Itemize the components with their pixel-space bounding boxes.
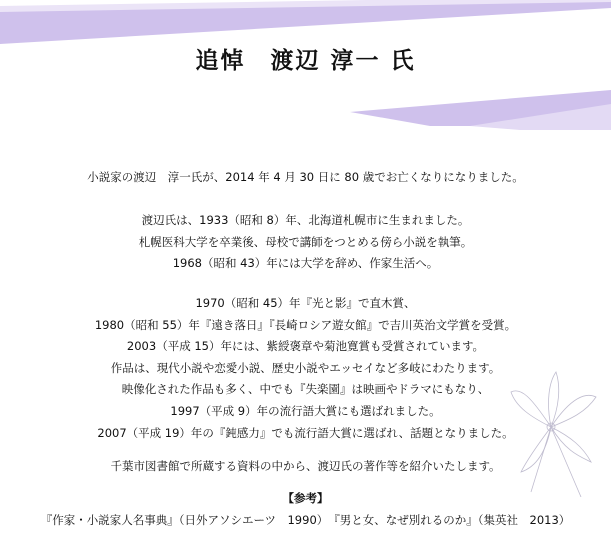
closing-text: 千葉市図書館で所蔵する資料の中から、渡辺氏の著作等を紹介いたします。 [110, 459, 501, 473]
bio-line: 渡辺氏は、1933（昭和 8）年、北海道札幌市に生まれました。 [141, 213, 470, 227]
page-title: 追悼 渡辺 淳一 氏 [195, 47, 416, 74]
career-line: 2007（平成 19）年の『鈍感力』でも流行語大賞に選ばれ、話題となりました。 [97, 425, 514, 440]
flower-decoration [491, 357, 611, 497]
career-line: 1970（昭和 45）年『光と影』で直木賞、 [195, 296, 416, 310]
bio-paragraph [0, 210, 611, 275]
references-list: 『作家・小説家人名事典』（日外アソシエーツ 1990） 『男と女、なぜ別れるのか』（集英社 2013） [40, 512, 571, 527]
career-line: 2003（平成 15）年には、紫綬褒章や菊池寛賞も受賞されています。 [126, 339, 485, 354]
intro-text: 小説家の渡辺 淳一氏が、2014 年 4 月 30 日に 80 歳でお亡くなりになりました。 [87, 170, 524, 184]
bottom-accent-band [0, 90, 611, 130]
bio-line: 1968（昭和 43）年には大学を辞め、作家生活へ。 [172, 256, 439, 271]
references-section [0, 488, 611, 531]
career-line: 作品は、現代小説や恋愛小説、歴史小説やエッセイなど多岐にわたります。 [110, 360, 501, 375]
career-line: 1997（平成 9）年の流行語大賞にも選ばれました。 [170, 403, 441, 418]
intro-paragraph [0, 167, 611, 189]
bio-line: 札幌医科大学を卒業後、母校で講師をつとめる傍ら小説を執筆。 [138, 234, 473, 249]
career-line: 1980（昭和 55）年『遠き落日』『長崎ロシア遊女館』で吉川英治文学賞を受賞。 [94, 317, 517, 332]
career-line: 映像化された作品も多く、中でも『失楽園』は映画やドラマにもなり、 [121, 382, 490, 397]
references-label: 【参考】 [282, 491, 329, 505]
